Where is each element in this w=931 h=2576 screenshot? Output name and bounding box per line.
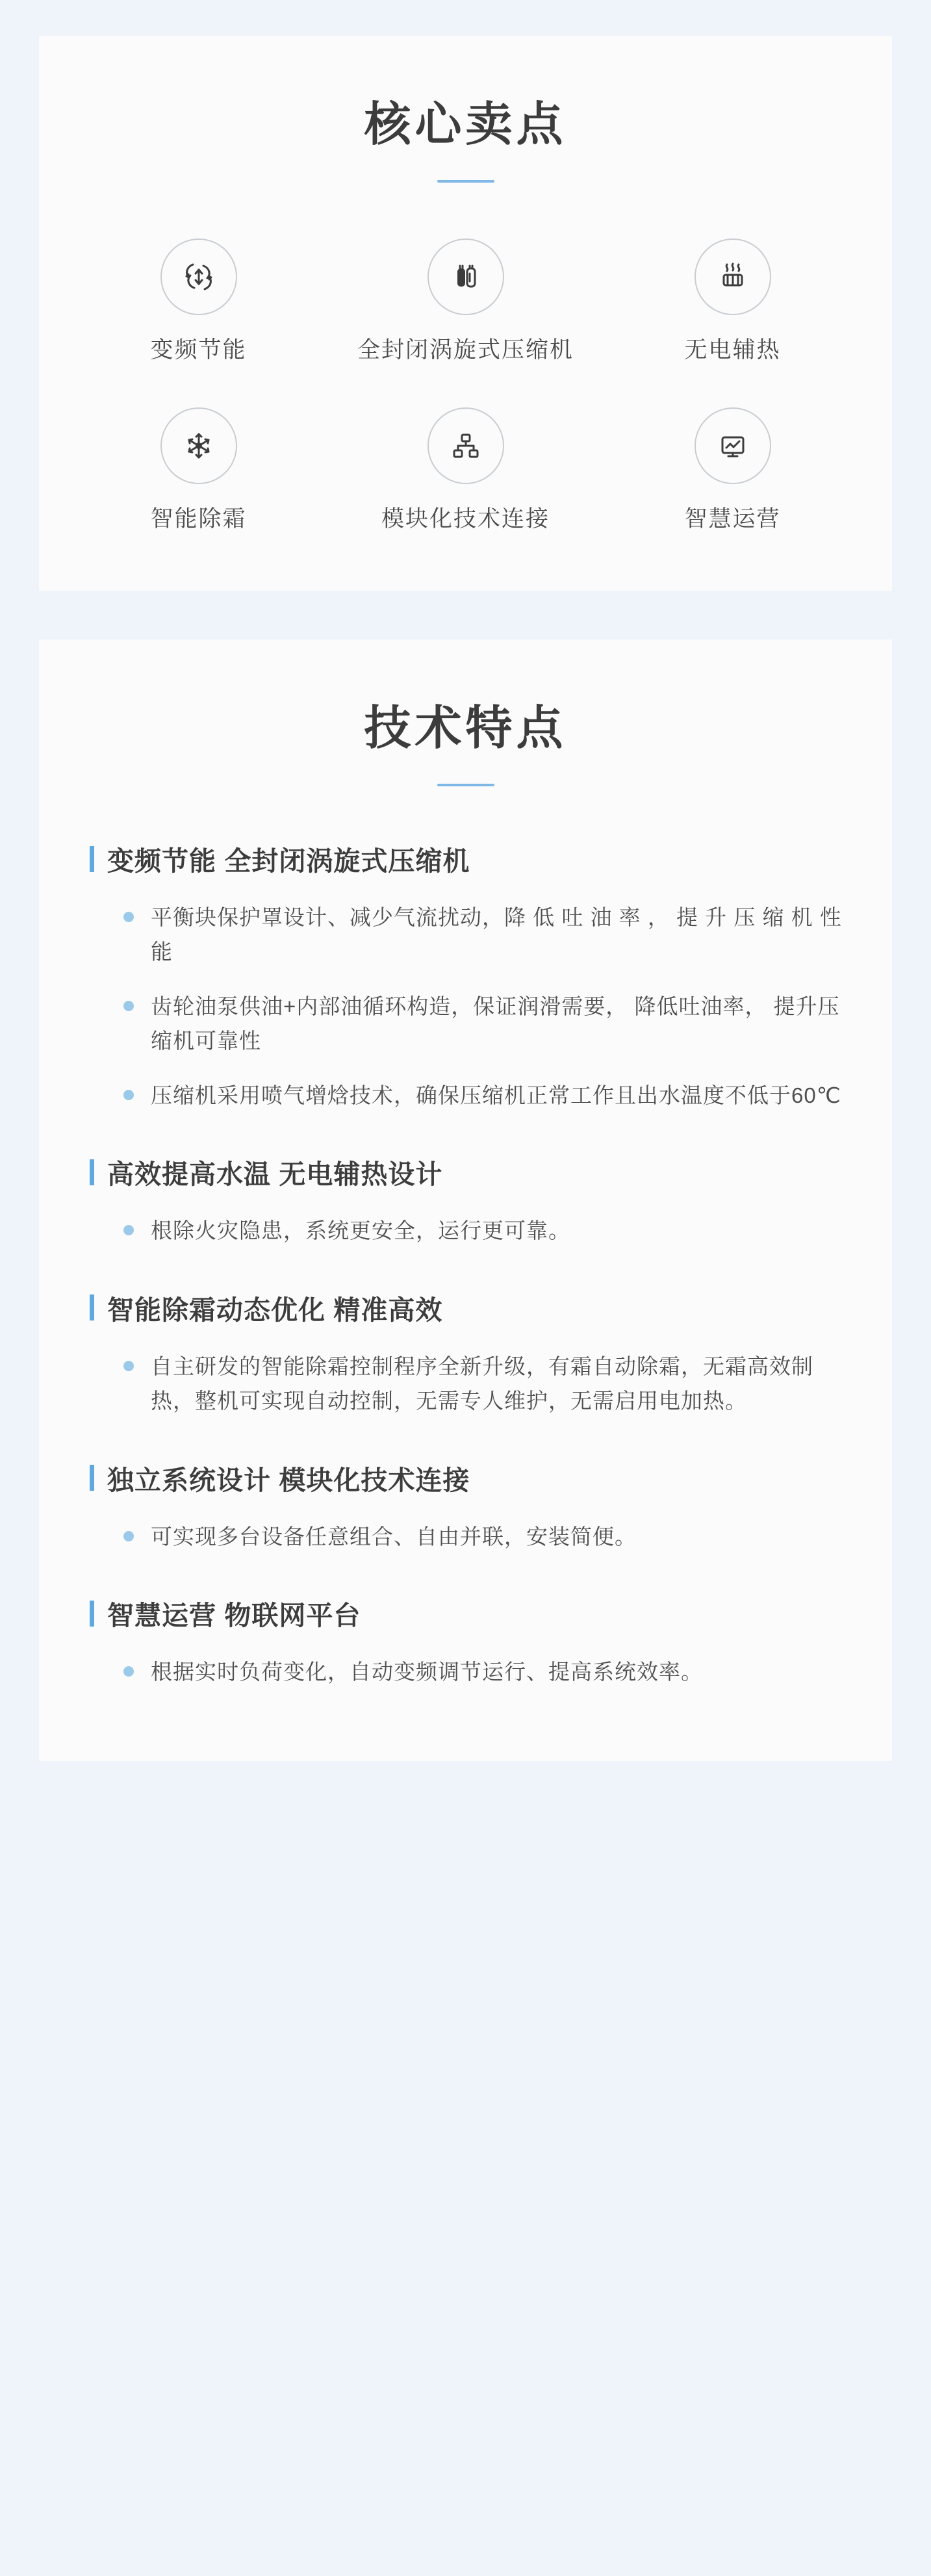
- tech-feature-points: [90, 1213, 845, 1248]
- selling-points-title: 核心卖点: [364, 99, 567, 151]
- tech-feature-point: 根除火灾隐患，系统更安全，运行更可靠。: [123, 1213, 845, 1248]
- tech-feature-heading: [90, 1153, 845, 1191]
- heating-element-icon: [695, 238, 771, 315]
- tech-feature-points: [90, 900, 845, 1113]
- tech-feature-point: 自主研发的智能除霜控制程序全新升级，有霜自动除霜，无霜高效制热，整机可实现自动控制，无需专人维护，无需启用电加热。: [123, 1349, 845, 1419]
- tech-feature-point: 平衡块保护罩设计、减少气流扰动，降 低 吐 油 率 ， 提 升 压 缩 机 性 能: [123, 900, 845, 970]
- accent-bar-icon: [90, 1294, 94, 1320]
- module-network-icon: [427, 407, 504, 484]
- selling-point-item: [65, 238, 332, 365]
- selling-point-item: [332, 407, 599, 534]
- accent-bar-icon: [90, 1465, 94, 1491]
- tech-feature-heading-text: 智慧运营 物联网平台: [107, 1601, 361, 1631]
- tech-feature-heading: [90, 1594, 845, 1632]
- tech-feature-group: [90, 1459, 845, 1554]
- accent-bar-icon: [90, 1601, 94, 1627]
- tech-feature-point: 齿轮油泵供油+内部油循环构造，保证润滑需要， 降低吐油率， 提升压缩机可靠性: [123, 989, 845, 1059]
- tech-feature-heading: [90, 840, 845, 878]
- tech-feature-heading: [90, 1459, 845, 1497]
- tech-feature-points: [90, 1655, 845, 1689]
- tech-feature-group: [90, 1289, 845, 1419]
- selling-point-label: 变频节能: [150, 337, 247, 363]
- selling-point-label: 模块化技术连接: [381, 506, 550, 532]
- selling-point-item: [332, 238, 599, 365]
- tech-feature-heading-text: 独立系统设计 模块化技术连接: [107, 1465, 470, 1495]
- title-underline: [437, 180, 494, 183]
- snowflake-icon: [160, 407, 237, 484]
- tech-features-section: [39, 639, 892, 1761]
- tech-feature-group: [90, 840, 845, 1113]
- title-underline: [437, 784, 494, 786]
- tech-feature-group: [90, 1153, 845, 1248]
- tech-feature-group: [90, 1594, 845, 1689]
- airflow-fan-icon: [160, 238, 237, 315]
- tech-feature-points: [90, 1349, 845, 1419]
- tech-features-title: 技术特点: [364, 702, 567, 754]
- selling-point-item: [65, 407, 332, 534]
- accent-bar-icon: [90, 1159, 94, 1185]
- monitor-chart-icon: [695, 407, 771, 484]
- compressor-cylinder-icon: [427, 238, 504, 315]
- accent-bar-icon: [90, 846, 94, 872]
- tech-feature-heading-text: 高效提高水温 无电辅热设计: [107, 1159, 443, 1190]
- tech-feature-points: [90, 1519, 845, 1554]
- selling-point-label: 全封闭涡旋式压缩机: [357, 337, 574, 363]
- tech-feature-heading-text: 智能除霜动态优化 精准高效: [107, 1294, 443, 1325]
- tech-feature-heading: [90, 1289, 845, 1327]
- selling-point-item: [599, 238, 866, 365]
- tech-feature-point: 可实现多台设备任意组合、自由并联，安装简便。: [123, 1519, 845, 1554]
- selling-points-grid: [39, 238, 892, 534]
- selling-points-section: [39, 36, 892, 591]
- tech-feature-heading-text: 变频节能 全封闭涡旋式压缩机: [107, 846, 470, 876]
- tech-features-list: [39, 840, 892, 1690]
- tech-feature-point: 根据实时负荷变化，自动变频调节运行、提高系统效率。: [123, 1655, 845, 1689]
- selling-point-item: [599, 407, 866, 534]
- selling-point-label: 无电辅热: [684, 337, 781, 363]
- selling-point-label: 智慧运营: [684, 506, 781, 532]
- selling-point-label: 智能除霜: [150, 506, 247, 532]
- tech-feature-point: 压缩机采用喷气增焓技术，确保压缩机正常工作且出水温度不低于60℃: [123, 1078, 845, 1113]
